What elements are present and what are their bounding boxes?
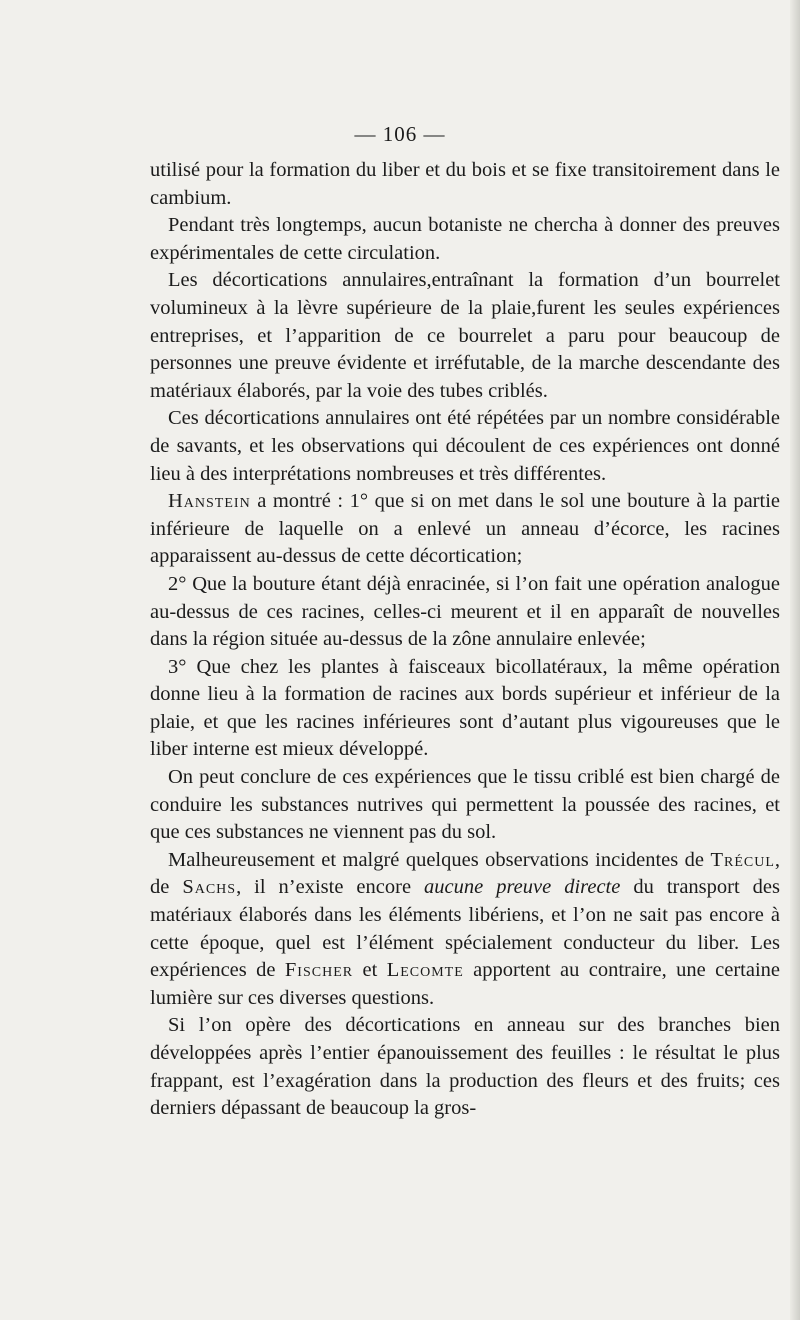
- author-name: Sachs: [182, 876, 237, 899]
- paragraph-4: Ces décortications annulaires ont été répétées par un nombre considérable de savants, et les observations qui découlent de ces expériences ont donné lieu à des interprétations nombreuses et très différentes.: [150, 407, 780, 485]
- author-name: Lecomte: [386, 959, 464, 982]
- paragraph-2: Pendant très longtemps, aucun botaniste ne chercha à donner des preuves expérimentales de cette circulation.: [150, 214, 780, 264]
- paragraph-5: [150, 488, 780, 571]
- text-run: , il n’existe encore: [236, 876, 425, 899]
- text-run: et: [353, 959, 387, 982]
- author-name: Hanstein: [168, 490, 251, 513]
- page-edge: [790, 0, 800, 1320]
- text-run: apportent au contraire, une certaine lumière sur ces diverses questions.: [150, 959, 780, 1009]
- paragraph-3: Les décortications annulaires,entraînant la formation d’un bourrelet volumineux à la lèvre supérieure de la plaie,furent les seules expériences entreprises, et l’apparition de ce bourrelet a paru pour beaucoup de personnes une preuve évidente et irréfutable, de la marche descendante des matériaux élaborés, par la voie des tubes criblés.: [150, 269, 780, 402]
- body-text: [150, 157, 780, 1123]
- text-run: , de: [150, 848, 780, 899]
- emphasis: aucune preuve directe: [424, 876, 621, 899]
- author-name: Trécul: [710, 848, 775, 871]
- paragraph-7: 3° Que chez les plantes à faisceaux bicollatéraux, la même opération donne lieu à la formation de racines aux bords supérieur et inférieur de la plaie, et que les racines inférieures sont d’autant plus vigoureuses que le liber interne est mieux développé.: [150, 655, 780, 761]
- text-run: Malheureusement et malgré quelques observations incidentes de: [168, 848, 711, 871]
- paragraph-1: utilisé pour la formation du liber et du bois et se fixe transitoirement dans le cambium.: [150, 159, 780, 209]
- paragraph-9: [150, 847, 780, 1013]
- paragraph-8: On peut conclure de ces expériences que le tissu criblé est bien chargé de conduire les substances nutrives qui permettent la poussée des racines, et que ces substances ne viennent pas du sol.: [150, 766, 780, 844]
- page-number: — 106 —: [354, 122, 446, 146]
- paragraph-10: Si l’on opère des décortications en anneau sur des branches bien développées après l’entier épanouissement des feuilles : le résultat le plus frappant, est l’exagération dans la production des fleurs et des fruits; ces derniers dépassant de beaucoup la gros-: [150, 1014, 780, 1120]
- paragraph-5-text: a montré : 1° que si on met dans le sol une bouture à la partie inférieure de laquelle on a enlevé un anneau d’écorce, les racines apparaissent au-dessus de cette décortication;: [150, 490, 780, 568]
- author-name: Fischer: [284, 959, 354, 982]
- text-run: du transport des matériaux élaborés dans les éléments libériens, et l’on ne sait pas encore à cette époque, quel est l’élément spécialement conducteur du liber. Les expériences de: [150, 876, 780, 982]
- paragraph-6: 2° Que la bouture étant déjà enracinée, si l’on fait une opération analogue au-dessus de ces racines, celles-ci meurent et il en apparaît de nouvelles dans la région située au-dessus de la zône annulaire enlevée;: [150, 572, 780, 651]
